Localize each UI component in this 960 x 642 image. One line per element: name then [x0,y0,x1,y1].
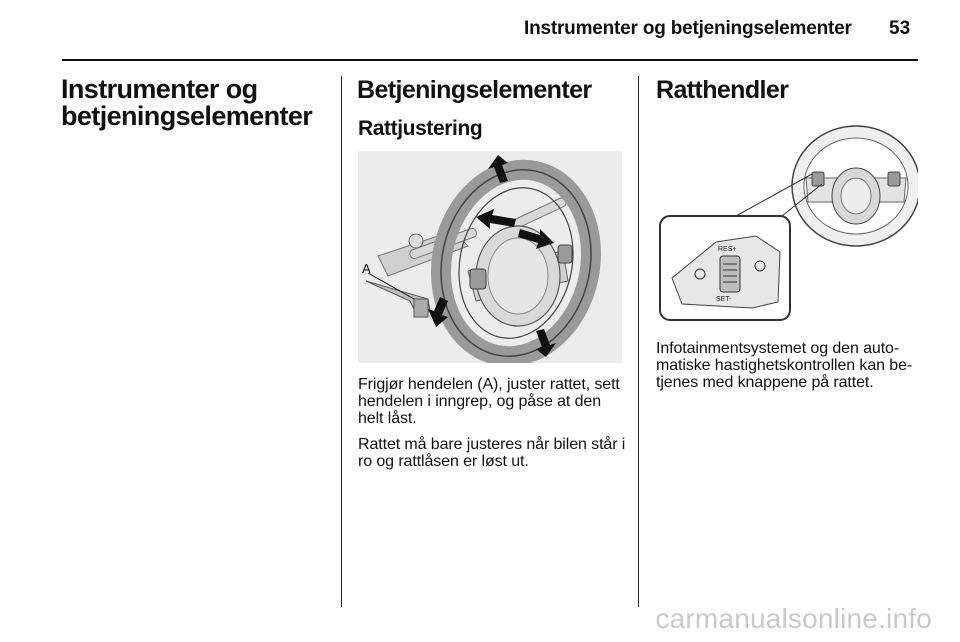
section-title: Betjeningselementer [357,76,592,104]
rattjustering-paragraph-1: Frigjør hendelen (A), juster rattet, sett hendelen i inngrep, og påse at den helt låst. [358,376,620,427]
steering-wheel-controls-illustration [656,118,918,324]
chapter-title: Instrumenter og betjeningselementer [61,74,313,131]
section-title-ratthendler: Ratthendler [656,76,789,104]
subsection-title-rattjustering: Rattjustering [358,117,483,140]
column-divider-2 [638,76,639,607]
watermark: carmanualsonline.info [655,603,932,634]
controls-label-set: SET- [716,296,732,303]
controls-label-res: RES+ [718,246,737,253]
column-divider-1 [341,76,342,607]
running-header-title: Instrumenter og betjeningselementer [524,18,852,39]
page-number: 53 [889,18,911,39]
header-rule [62,59,918,61]
steering-wheel-controls-figure [656,118,918,324]
ratthendler-text [656,340,924,400]
rattjustering-text [358,376,626,479]
rattjustering-paragraph-2: Rattet må bare justeres når bilen står i ro og rattlåsen er løst ut. [358,436,626,470]
steering-wheel-adjustment-figure [358,151,622,363]
figure-label-a: A [362,261,371,276]
ratthendler-paragraph: Infotainmentsystemet og den auto-matiske hastighetskontrollen kan be-tjenes med knappene på rattet. [656,340,913,391]
steering-wheel-illustration [358,151,622,363]
